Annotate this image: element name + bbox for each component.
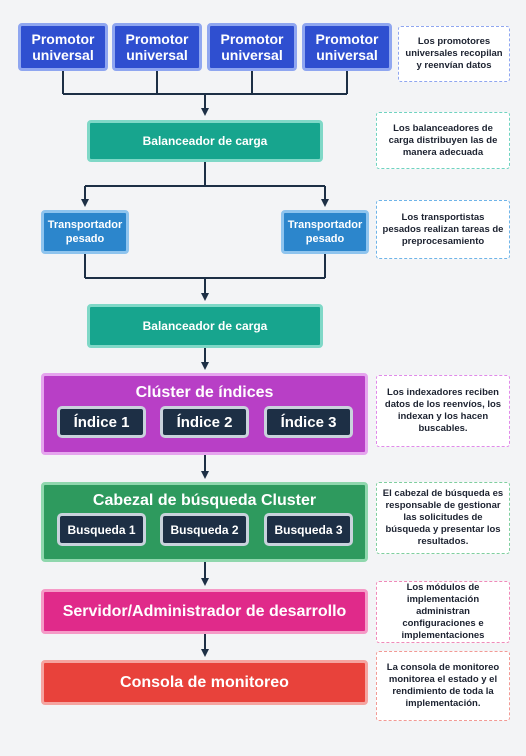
search-label: Busqueda 1: [67, 522, 136, 537]
index-box[interactable]: [264, 406, 353, 438]
monitoring-console-label: Consola de monitoreo: [120, 673, 289, 691]
note-load-balancer: [376, 112, 510, 169]
deployment-server-label: Servidor/Administrador de desarrollo: [62, 602, 347, 620]
note-deployment: [376, 581, 510, 643]
index-label: Índice 3: [280, 413, 337, 431]
note-text: El cabezal de búsqueda es responsable de gestionar las solicitudes de búsqueda y presentar los resultados.: [382, 488, 504, 547]
heavy-forwarder-box[interactable]: [41, 210, 129, 254]
search-box[interactable]: [264, 513, 353, 546]
indexer-cluster-title: Clúster de índices: [135, 384, 274, 401]
note-text: Los transportistas pesados realizan tareas de preprocesamiento: [382, 211, 504, 247]
search-head-cluster-title: Cabezal de búsqueda Cluster: [92, 492, 317, 509]
heavy-forwarder-label: Transportador pesado: [287, 219, 363, 245]
forwarder-label: Promotor universal: [31, 31, 95, 63]
heavy-forwarder-box[interactable]: [281, 210, 369, 254]
note-heavy-forwarders: [376, 200, 510, 259]
note-monitoring: [376, 651, 510, 721]
load-balancer-label: Balanceador de carga: [142, 319, 268, 333]
index-label: Índice 1: [73, 413, 130, 431]
index-box[interactable]: [57, 406, 146, 438]
note-text: Los módulos de implementación administran configuraciones e implementaciones: [401, 582, 485, 641]
forwarder-label: Promotor universal: [315, 31, 379, 63]
note-indexers: [376, 375, 510, 447]
note-text: Los promotores universales recopilan y reenvían datos: [405, 36, 503, 71]
load-balancer-label: Balanceador de carga: [142, 134, 268, 148]
forwarder-box[interactable]: [112, 23, 202, 71]
index-box[interactable]: [160, 406, 249, 438]
note-text: Los indexadores reciben datos de los reenvíos, los indexan y los hacen buscables.: [384, 387, 502, 434]
forwarder-box[interactable]: [18, 23, 108, 71]
search-label: Busqueda 2: [170, 522, 239, 537]
note-forwarders: [398, 26, 510, 82]
note-text: Los balanceadores de carga distribuyen las de manera adecuada: [388, 122, 498, 158]
load-balancer-top[interactable]: [87, 120, 323, 162]
search-box[interactable]: [57, 513, 146, 546]
forwarder-label: Promotor universal: [220, 31, 284, 63]
index-label: Índice 2: [176, 413, 233, 431]
deployment-server[interactable]: [41, 589, 368, 634]
monitoring-console[interactable]: [41, 660, 368, 705]
note-search-head: [376, 482, 510, 554]
search-box[interactable]: [160, 513, 249, 546]
forwarder-box[interactable]: [302, 23, 392, 71]
search-label: Busqueda 3: [274, 522, 343, 537]
load-balancer-bottom[interactable]: [87, 304, 323, 348]
heavy-forwarder-label: Transportador pesado: [47, 219, 123, 245]
note-text: La consola de monitoreo monitorea el estado y el rendimiento de toda la implementación.: [386, 662, 500, 709]
forwarder-label: Promotor universal: [125, 31, 189, 63]
forwarder-box[interactable]: [207, 23, 297, 71]
